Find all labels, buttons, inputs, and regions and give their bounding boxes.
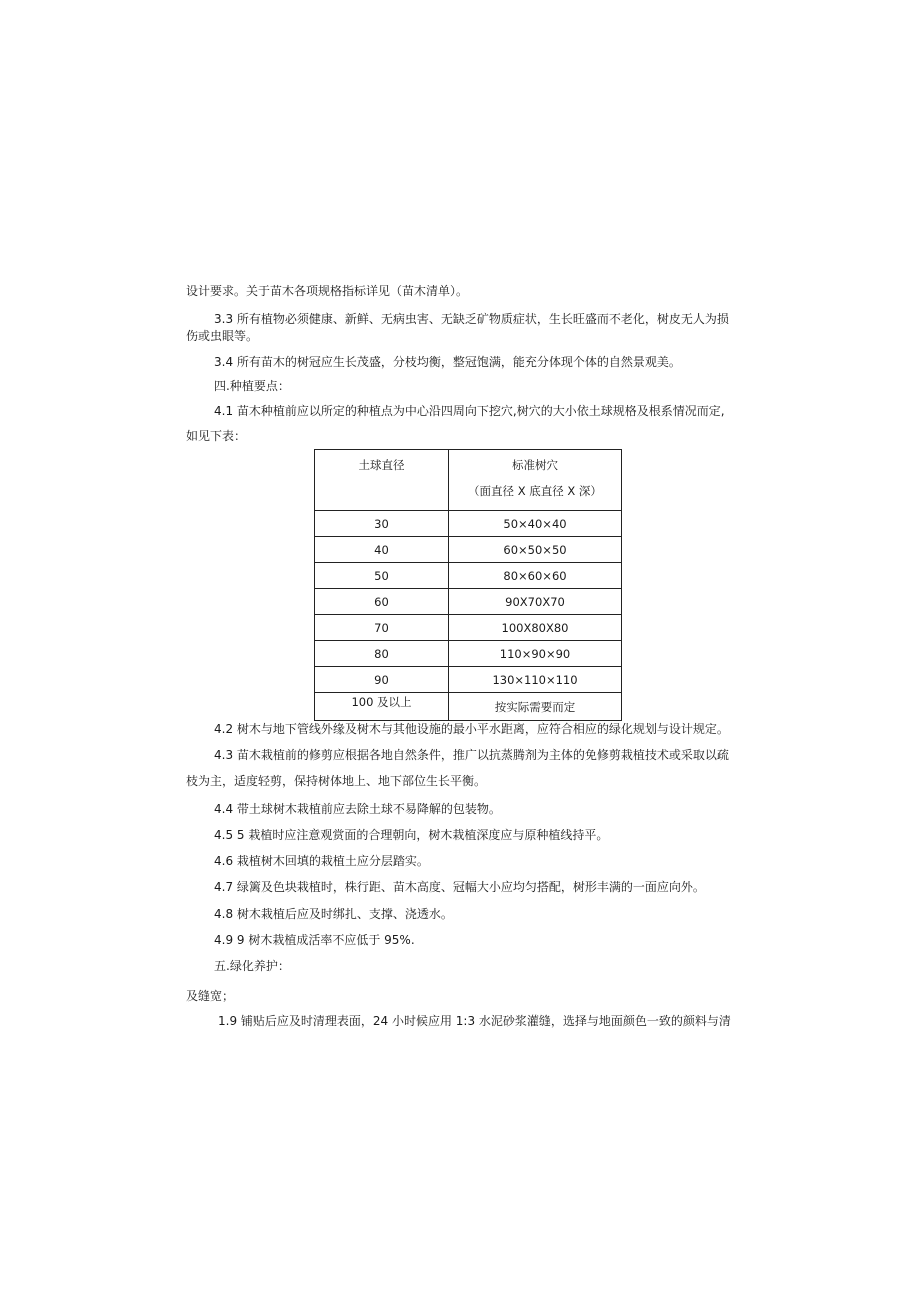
table-row — [315, 641, 622, 667]
table-row — [315, 537, 622, 563]
cell-hole: 110×90×90 — [449, 641, 622, 667]
paragraph-4-5: 4.5 5 栽植时应注意观赏面的合理朝向，树木栽植深度应与原种植线持平。 — [214, 828, 609, 842]
cell-diameter: 60 — [315, 589, 449, 615]
header-standard-hole-line1: 标准树穴 — [512, 458, 558, 472]
cell-diameter: 50 — [315, 563, 449, 589]
paragraph-3-3-line2: 伤或虫眼等。 — [186, 329, 259, 343]
paragraph-4-3-line1: 4.3 苗木栽植前的修剪应根据各地自然条件，推广以抗蒸腾剂为主体的免修剪栽植技术或采取以疏 — [214, 748, 729, 762]
section-heading-planting: 四.种植要点： — [214, 379, 290, 393]
paragraph-4-8: 4.8 树木栽植后应及时绑扎、支撑、浇透水。 — [214, 907, 453, 921]
paragraph-design-requirements: 设计要求。关于苗木各项规格指标详见（苗木清单）。 — [186, 284, 469, 298]
cell-hole: 100X80X80 — [449, 615, 622, 641]
paragraph-4-2: 4.2 树木与地下管线外缘及树木与其他设施的最小平水距离，应符合相应的绿化规划与设计规定。 — [214, 722, 729, 736]
table-row — [315, 511, 622, 537]
paragraph-3-4: 3.4 所有苗木的树冠应生长茂盛，分枝均衡，整冠饱满，能充分体现个体的自然景观美。 — [214, 355, 681, 369]
cell-diameter: 70 — [315, 615, 449, 641]
paragraph-4-9: 4.9 9 树木栽植成活率不应低于 95%. — [214, 933, 415, 947]
cell-diameter: 80 — [315, 641, 449, 667]
paragraph-1-9: 1.9 铺贴后应及时清理表面，24 小时候应用 1:3 水泥砂浆灌缝，选择与地面颜色一致的颜料与清 — [218, 1014, 731, 1028]
section-heading-maintenance: 五.绿化养护： — [214, 959, 290, 973]
paragraph-3-3-line1: 3.3 所有植物必须健康、新鲜、无病虫害、无缺乏矿物质症状，生长旺盛而不老化，树皮无人为损 — [214, 312, 729, 326]
cell-hole: 90X70X70 — [449, 589, 622, 615]
header-standard-hole-line2: （面直径 X 底直径 X 深） — [468, 484, 602, 498]
table-row — [315, 615, 622, 641]
cell-diameter: 40 — [315, 537, 449, 563]
table-row — [315, 693, 622, 721]
paragraph-4-1-line2: 如见下表： — [186, 429, 247, 443]
cell-hole: 50×40×40 — [449, 511, 622, 537]
cell-hole: 60×50×50 — [449, 537, 622, 563]
cell-hole: 按实际需要而定 — [449, 693, 622, 721]
cell-diameter: 30 — [315, 511, 449, 537]
table-header-row — [315, 450, 622, 511]
table-row — [315, 667, 622, 693]
cell-diameter: 100 及以上 — [315, 693, 449, 721]
header-root-ball-diameter: 土球直径 — [315, 450, 449, 511]
paragraph-4-3-line2: 枝为主，适度轻剪，保持树体地上、地下部位生长平衡。 — [186, 774, 487, 788]
paragraph-4-6: 4.6 栽植树木回填的栽植土应分层踏实。 — [214, 854, 429, 868]
table-row — [315, 563, 622, 589]
planting-hole-table — [314, 449, 622, 721]
paragraph-joint-width: 及缝宽； — [186, 989, 235, 1003]
paragraph-4-4: 4.4 带土球树木栽植前应去除土球不易降解的包装物。 — [214, 802, 501, 816]
table-row — [315, 589, 622, 615]
paragraph-4-1-line1: 4.1 苗木种植前应以所定的种植点为中心沿四周向下挖穴,树穴的大小依土球规格及根系情况而定, — [214, 404, 725, 418]
cell-hole: 80×60×60 — [449, 563, 622, 589]
cell-diameter: 90 — [315, 667, 449, 693]
paragraph-4-7: 4.7 绿篱及色块栽植时，株行距、苗木高度、冠幅大小应均匀搭配，树形丰满的一面应向外。 — [214, 880, 705, 894]
header-standard-hole — [449, 450, 622, 511]
cell-hole: 130×110×110 — [449, 667, 622, 693]
